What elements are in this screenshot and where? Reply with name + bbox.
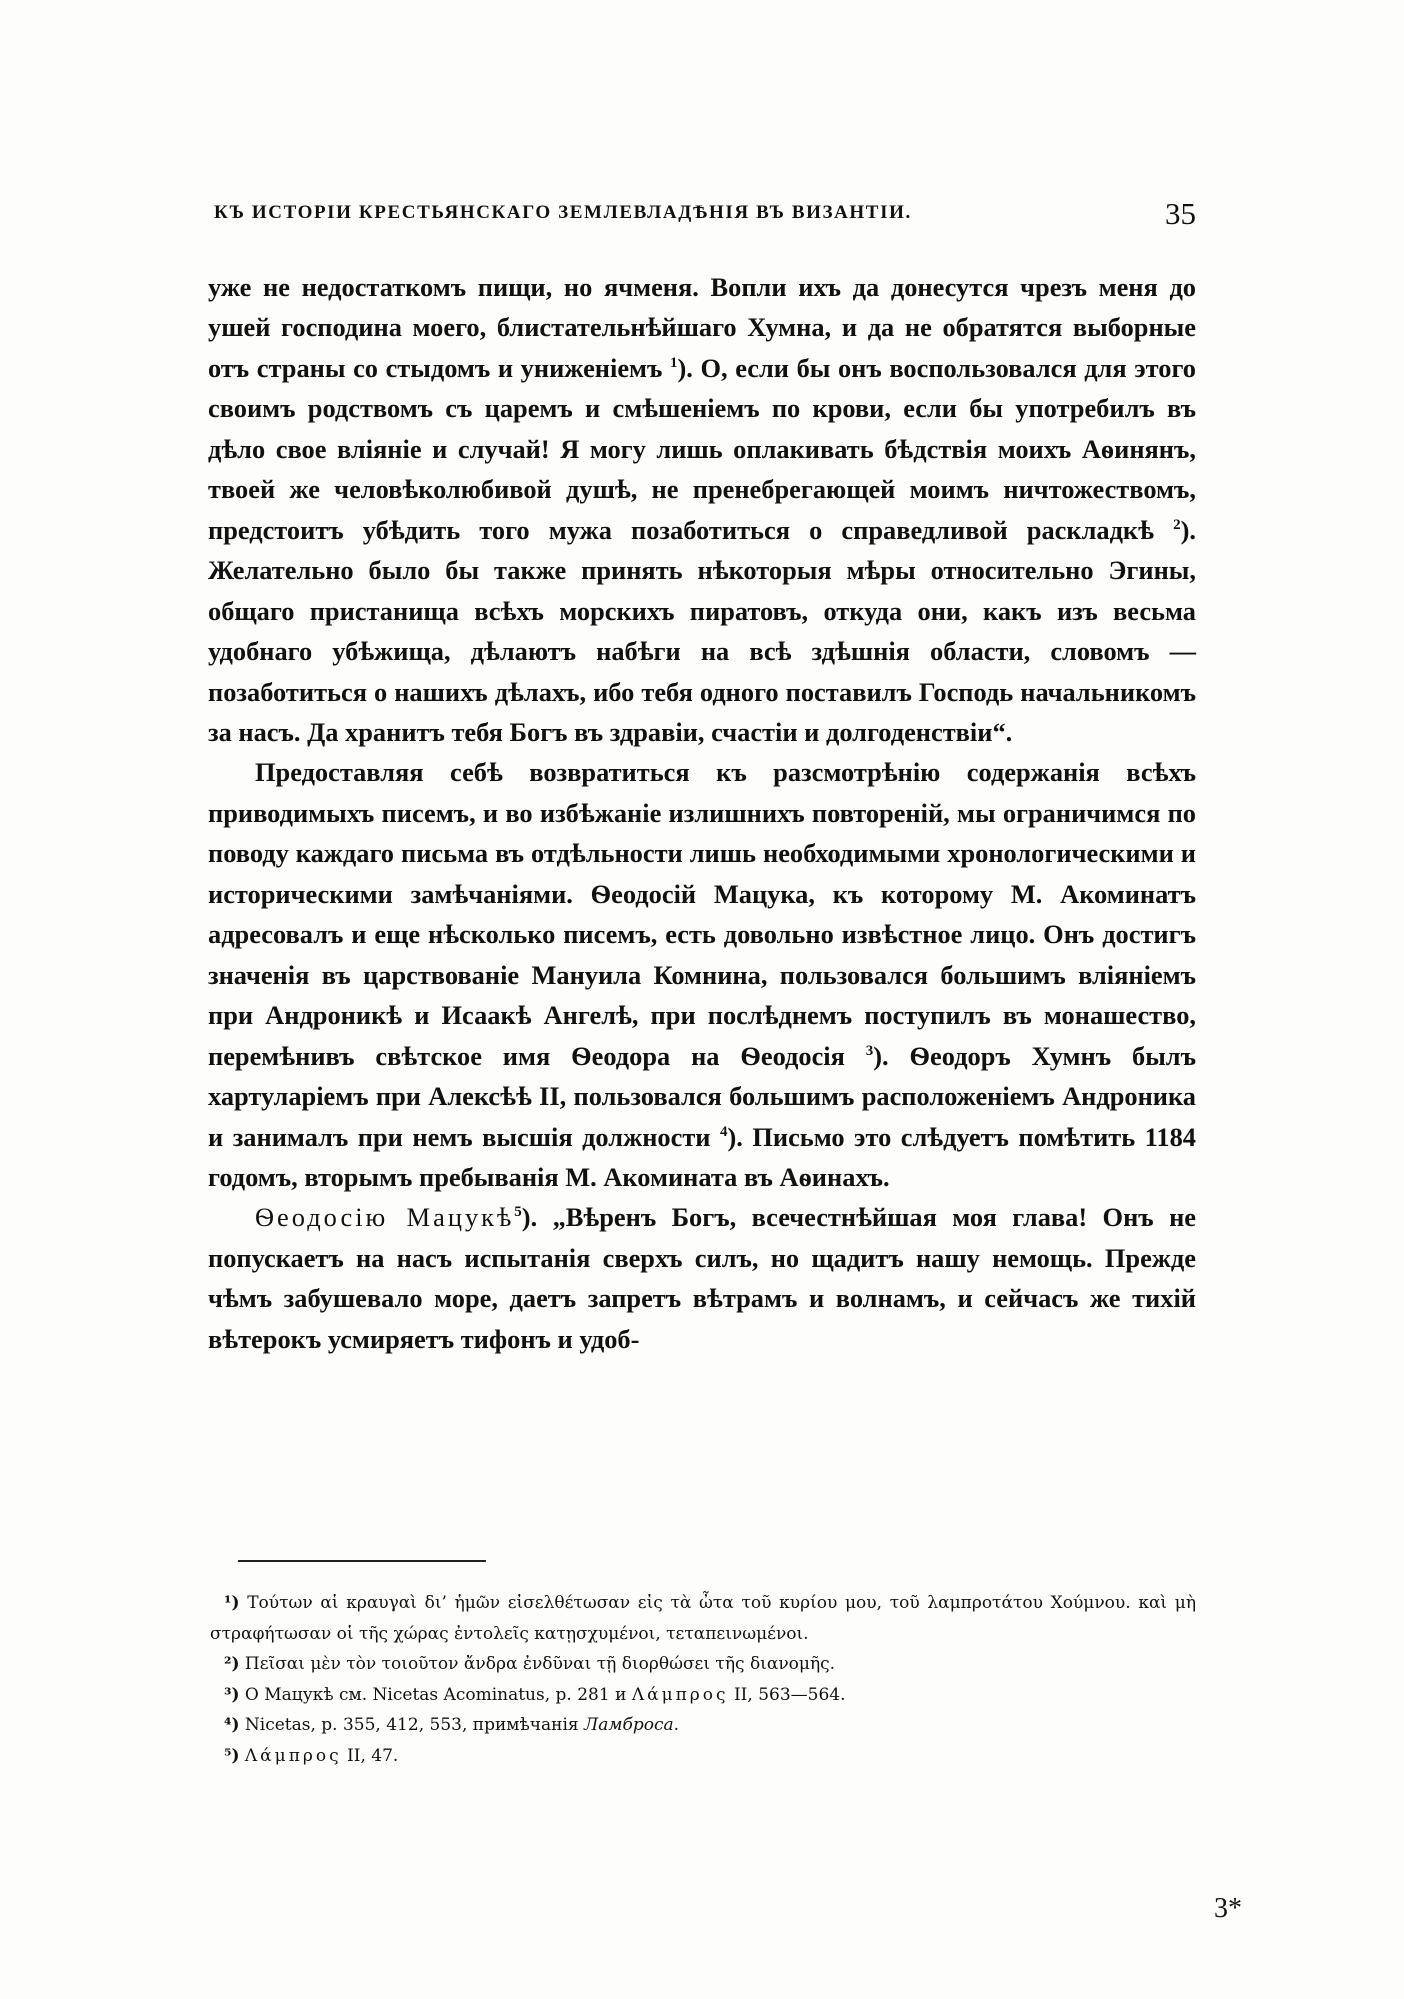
footnote-3-mark: ³)	[224, 1684, 240, 1705]
footnote-4-italic: Ламброса	[584, 1715, 674, 1735]
footnote-5-mark: ⁵)	[224, 1745, 240, 1766]
footnote-3-text-b: II, 563—564.	[728, 1684, 846, 1705]
footnote-5	[210, 1741, 1196, 1772]
footnote-1-text: Τούτων αἱ κραυγαὶ δι’ ἡμῶν εἰσελθέτωσαν εἰς τὰ ὦτα τοῦ κυρίου μου, τοῦ λαμπροτάτου Χούμνου. καὶ μὴ στραφήτωσαν οἱ τῆς χώρας ἐντολεῖς κατῃσχυμένοι, τεταπεινωμένοι.	[210, 1593, 1196, 1644]
footnote-ref-3: 3	[865, 1042, 874, 1059]
footnotes	[210, 1588, 1196, 1771]
paragraph-3	[208, 1197, 1196, 1359]
paragraph-2-text-a: Предоставляя себѣ возвратиться къ разсмотрѣнію содержанія всѣхъ приводимыхъ писемъ, и во избѣжаніе излишнихъ повтореній, мы ограничимся по поводу каждаго письма въ отдѣльности лишь необходимыми хронологическими и историческими замѣчаніями. Ѳеодосій Мацука, къ которому М. Акоминатъ адресовалъ и еще нѣсколько писемъ, есть довольно извѣстное лицо. Онъ достигъ значенія въ царствованіе Мануила Комнина, пользовался большимъ вліяніемъ при Андроникѣ и Исаакѣ Ангелѣ, при послѣднемъ поступилъ въ монашество, перемѣнивъ свѣтское имя Ѳеодора на Ѳеодосія	[208, 757, 1196, 1071]
footnote-ref-2: 2	[1173, 516, 1181, 533]
footnote-2	[210, 1649, 1196, 1680]
footnote-1	[210, 1588, 1196, 1649]
footnote-ref-4: 4	[719, 1123, 728, 1140]
main-text	[208, 267, 1196, 1359]
paragraph-1-text-c: ). Желательно было бы также принять нѣкоторыя мѣры относительно Эгины, общаго пристанища всѣхъ морскихъ пиратовъ, откуда они, какъ изъ весьма удобнаго убѣжища, дѣлаютъ набѣги на всѣ здѣшнія области, словомъ — позаботиться о нашихъ дѣлахъ, ибо тебя одного поставилъ Господь начальникомъ за насъ. Да хранитъ тебя Богъ въ здравіи, счастіи и долгоденствіи“.	[208, 514, 1196, 747]
footnote-3-text-a: О Мацукѣ см. Nicetas Acominatus, p. 281 и	[244, 1684, 632, 1705]
footnote-2-mark: ²)	[224, 1654, 240, 1674]
footnote-5-greek: Λάμπρος	[244, 1745, 342, 1766]
paragraph-2-text-c: ). Письмо это слѣдуетъ помѣтить 1184 годомъ, вторымъ пребыванія М. Акомината въ Аѳинахъ.	[208, 1121, 1196, 1192]
footnote-4	[210, 1710, 1196, 1741]
page-number: 35	[1165, 196, 1196, 231]
footnote-ref-5: 5	[514, 1204, 522, 1221]
footnote-5-text: II, 47.	[341, 1745, 399, 1766]
paragraph-2	[208, 752, 1196, 1197]
footnote-3-greek: Λάμπρος	[631, 1684, 729, 1705]
signature-mark: 3*	[1214, 1893, 1242, 1924]
footnote-4-text-a: Nicetas, p. 355, 412, 553, примѣчанія	[244, 1715, 585, 1735]
footnote-2-text: Πεῖσαι μὲν τὸν τοιοῦτον ἄνδρα ἐνδῦναι τῇ διορθώσει τῆς διανομῆς.	[244, 1654, 836, 1674]
footnote-1-mark: ¹)	[224, 1593, 240, 1613]
paragraph-1-text-b: ). О, если бы онъ воспользовался для этого своимъ родствомъ съ царемъ и смѣшеніемъ по крови, если бы употребилъ въ дѣло свое вліяніе и случай! Я могу лишь оплакивать бѣдствія моихъ Аѳинянъ, твоей же человѣколюбивой душѣ, не пренебрегающей моимъ ничтожествомъ, предстоитъ убѣдить того мужа позаботиться о справедливой раскладкѣ	[208, 352, 1196, 545]
paragraph-3-text: ). „Вѣренъ Богъ, всечестнѣйшая моя глава! Онъ не попускаетъ на насъ испытанія сверхъ силъ, но щадитъ нашу немощь. Прежде чѣмъ забушевало море, даетъ запретъ вѣтрамъ и волнамъ, и сейчасъ же тихій вѣтерокъ усмиряетъ тифонъ и удоб-	[208, 1202, 1196, 1354]
paragraph-1	[208, 267, 1196, 752]
footnote-4-text-b: .	[673, 1715, 680, 1735]
running-head	[214, 196, 1196, 232]
running-title: КЪ ИСТОРІИ КРЕСТЬЯНСКАГО ЗЕМЛЕВЛАДѢНІЯ ВЪ ВИЗАНТІИ.	[214, 202, 912, 223]
footnote-ref-1: 1	[670, 355, 678, 372]
letter-addressee: Ѳеодосію Мацукѣ	[255, 1202, 515, 1233]
footnote-3	[210, 1680, 1196, 1711]
paragraph-1-text-a: уже не недостаткомъ пищи, но ячменя. Вопли ихъ да донесутся чрезъ меня до ушей господина моего, блистательнѣйшаго Хумна, и да не обратятся выборные отъ страны со стыдомъ и униженіемъ	[208, 272, 1196, 383]
footnote-4-mark: ⁴)	[224, 1715, 240, 1735]
footnote-divider	[238, 1560, 486, 1562]
paragraph-2-text-b: ). Ѳеодоръ Хумнъ былъ хартуларіемъ при Алексѣѣ II, пользовался большимъ расположеніемъ Андроника и занималъ при немъ высшія должности	[208, 1040, 1196, 1152]
